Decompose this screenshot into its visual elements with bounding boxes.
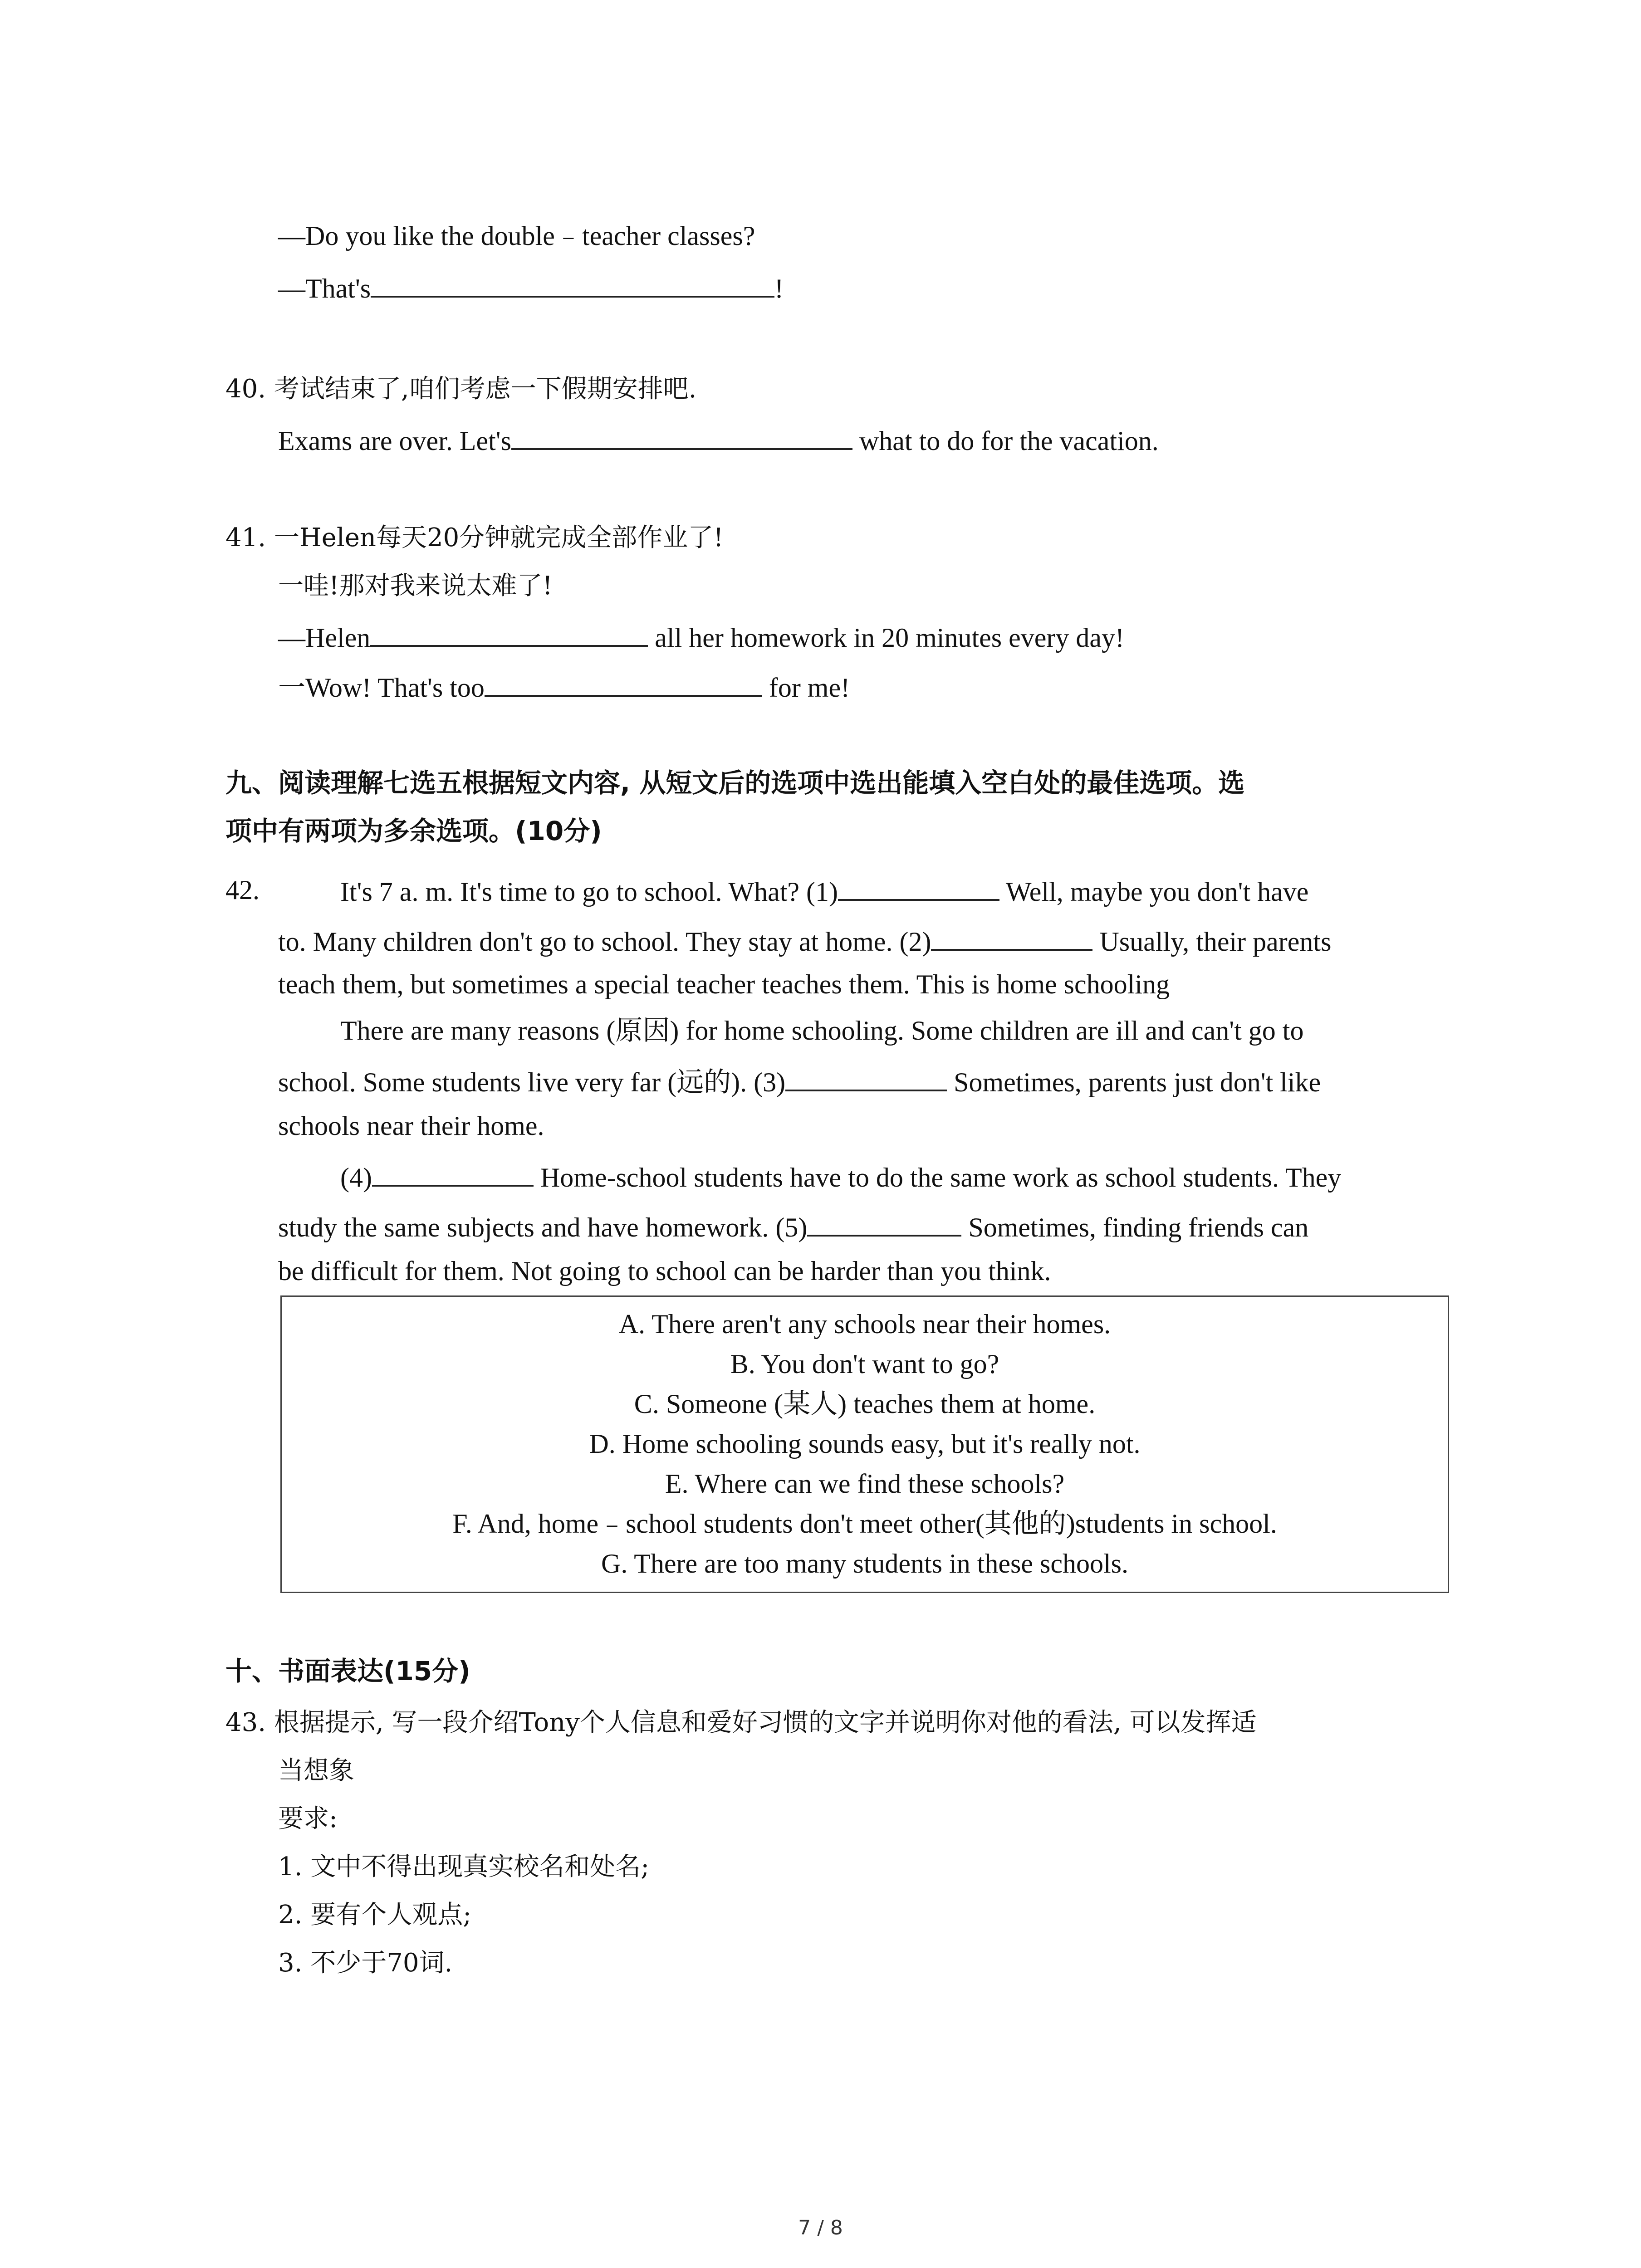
answer-blank-1[interactable] xyxy=(838,874,999,901)
q43-requirement-3: 3. 不少于70词. xyxy=(278,1948,453,1978)
q42-p3-line3: be difficult for them. Not going to school can be harder than you think. xyxy=(278,1256,1051,1286)
q43-requirement-2: 2. 要有个人观点; xyxy=(278,1900,472,1930)
q43-requirements-label: 要求: xyxy=(278,1804,338,1833)
q42-p2-line3: schools near their home. xyxy=(278,1111,544,1141)
option-d: D. Home schooling sounds easy, but it's really not. xyxy=(589,1429,1141,1459)
q43-requirement-1: 1. 文中不得出现真实校名和处名; xyxy=(278,1852,650,1882)
answer-blank[interactable] xyxy=(370,620,648,647)
q39-line1: —Do you like the double﹣teacher classes? xyxy=(278,221,755,251)
q40-english: Exams are over. Let's what to do for the vacation. xyxy=(278,423,1159,457)
q41-prompt-line2: 一哇!那对我来说太难了! xyxy=(278,571,553,601)
option-b: B. You don't want to go? xyxy=(730,1349,999,1379)
option-f: F. And, home﹣school students don't meet other(其他的)students in school. xyxy=(452,1509,1277,1539)
q41-english-line2: 一Wow! That's too for me! xyxy=(278,670,850,704)
q42-number: 42. xyxy=(225,875,260,905)
section9-heading-line2: 项中有两项为多余选项。(10分) xyxy=(225,816,602,846)
q42-p1-line2: to. Many children don't go to school. They stay at home. (2) Usually, their parents xyxy=(278,924,1331,958)
q42-p1-line3: teach them, but sometimes a special teacher teaches them. This is home schooling xyxy=(278,969,1170,999)
answer-blank[interactable] xyxy=(371,270,774,298)
q41-english-line1: —Helen all her homework in 20 minutes every day! xyxy=(278,620,1124,654)
answer-blank-2[interactable] xyxy=(931,924,1092,951)
option-c: C. Someone (某人) teaches them at home. xyxy=(634,1389,1096,1419)
q42-p2-line1: There are many reasons (原因) for home schooling. Some children are ill and can't go to xyxy=(340,1016,1304,1046)
q39-line2: —That's ! xyxy=(278,270,784,305)
section10-heading: 十、书面表达(15分) xyxy=(225,1656,470,1686)
answer-blank-4[interactable] xyxy=(372,1159,534,1187)
q42-p3-line1: (4) Home-school students have to do the same work as school students. They xyxy=(340,1159,1341,1194)
answer-blank-3[interactable] xyxy=(785,1064,947,1091)
page-number: 7 / 8 xyxy=(798,2216,843,2239)
q41-prompt-line1: 41. 一Helen每天20分钟就完成全部作业了! xyxy=(225,523,724,552)
option-g: G. There are too many students in these schools. xyxy=(601,1549,1128,1579)
answer-blank[interactable] xyxy=(485,670,762,697)
q42-p3-line2: study the same subjects and have homework. (5) Sometimes, finding friends can xyxy=(278,1209,1308,1244)
option-a: A. There aren't any schools near their homes. xyxy=(618,1309,1111,1339)
answer-blank[interactable] xyxy=(511,423,852,450)
option-e: E. Where can we find these schools? xyxy=(665,1469,1065,1499)
options-box xyxy=(280,1295,1449,1593)
q40-prompt: 40. 考试结束了,咱们考虑一下假期安排吧. xyxy=(225,374,697,404)
q43-prompt-line1: 43. 根据提示, 写一段介绍Tony个人信息和爱好习惯的文字并说明你对他的看法, 可以发挥适 xyxy=(225,1708,1257,1737)
q43-prompt-line2: 当想象 xyxy=(278,1756,354,1785)
q42-p2-line2: school. Some students live very far (远的). (3) Sometimes, parents just don't like xyxy=(278,1064,1321,1099)
section9-heading-line1: 九、阅读理解七选五根据短文内容, 从短文后的选项中选出能填入空白处的最佳选项。选 xyxy=(225,767,1245,798)
q42-p1-line1: It's 7 a. m. It's time to go to school. What? (1) Well, maybe you don't have xyxy=(340,874,1308,908)
answer-blank-5[interactable] xyxy=(807,1209,961,1237)
